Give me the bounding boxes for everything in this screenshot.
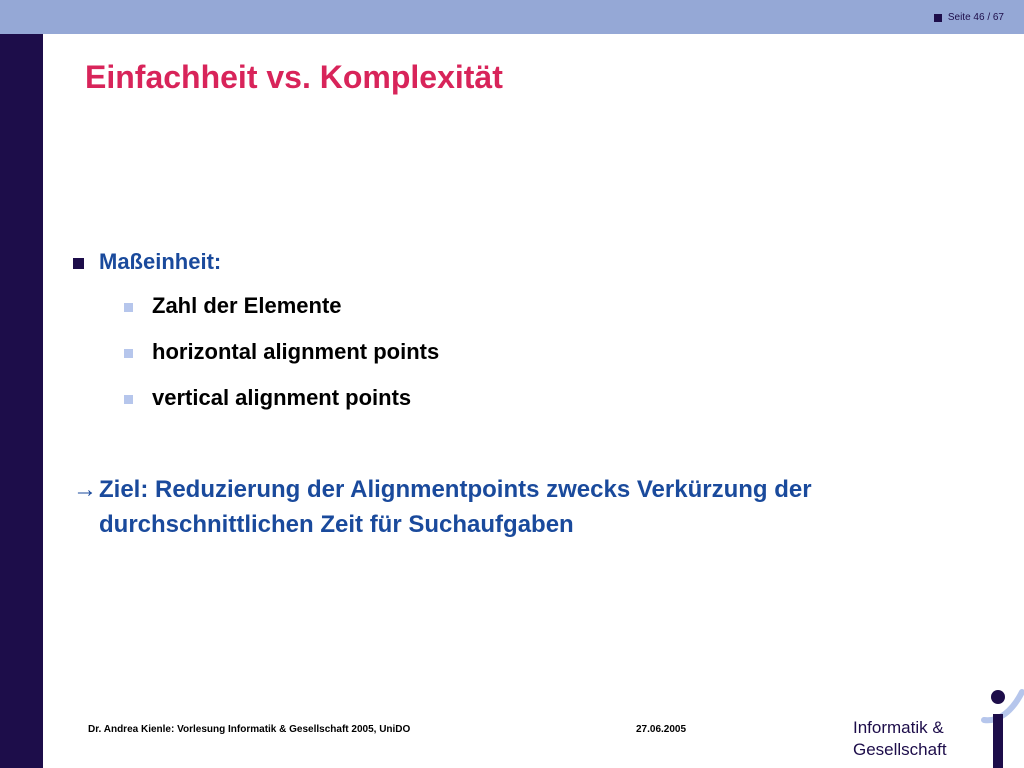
square-bullet-icon bbox=[124, 349, 133, 358]
sub-bullet-item bbox=[124, 293, 342, 319]
top-bar bbox=[0, 0, 1024, 34]
left-bar bbox=[0, 34, 43, 768]
sub-bullet-item bbox=[124, 339, 439, 365]
informatik-gesellschaft-logo-icon bbox=[980, 684, 1024, 768]
slide-title: Einfachheit vs. Komplexität bbox=[85, 59, 503, 95]
arrow-right-icon: → bbox=[73, 476, 97, 503]
sub-bullet-item bbox=[124, 385, 411, 411]
logo-line-1: Informatik & bbox=[853, 718, 944, 737]
bullet-masseinheit bbox=[73, 249, 221, 275]
page-number: Seite 46 / 67 bbox=[947, 12, 1004, 23]
logo-text bbox=[853, 717, 947, 761]
square-bullet-icon bbox=[124, 303, 133, 312]
footer-date: 27.06.2005 bbox=[636, 724, 687, 735]
goal-statement bbox=[73, 472, 973, 542]
bullet-label: Maßeinheit: bbox=[99, 249, 222, 274]
goal-text: Ziel: Reduzierung der Alignmentpoints zwecks Verkürzung der durchschnittlichen Zeit für Suchaufgaben bbox=[99, 476, 812, 538]
square-bullet-icon bbox=[73, 258, 84, 269]
page-indicator bbox=[934, 12, 1004, 23]
footer-author: Dr. Andrea Kienle: Vorlesung Informatik & Gesellschaft 2005, UniDO bbox=[88, 724, 411, 735]
square-bullet-icon bbox=[934, 14, 942, 22]
square-bullet-icon bbox=[124, 395, 133, 404]
sub-bullet-text: horizontal alignment points bbox=[152, 339, 440, 364]
sub-bullet-text: vertical alignment points bbox=[152, 385, 412, 410]
logo-line-2: Gesellschaft bbox=[853, 740, 947, 759]
sub-bullet-text: Zahl der Elemente bbox=[152, 293, 342, 318]
